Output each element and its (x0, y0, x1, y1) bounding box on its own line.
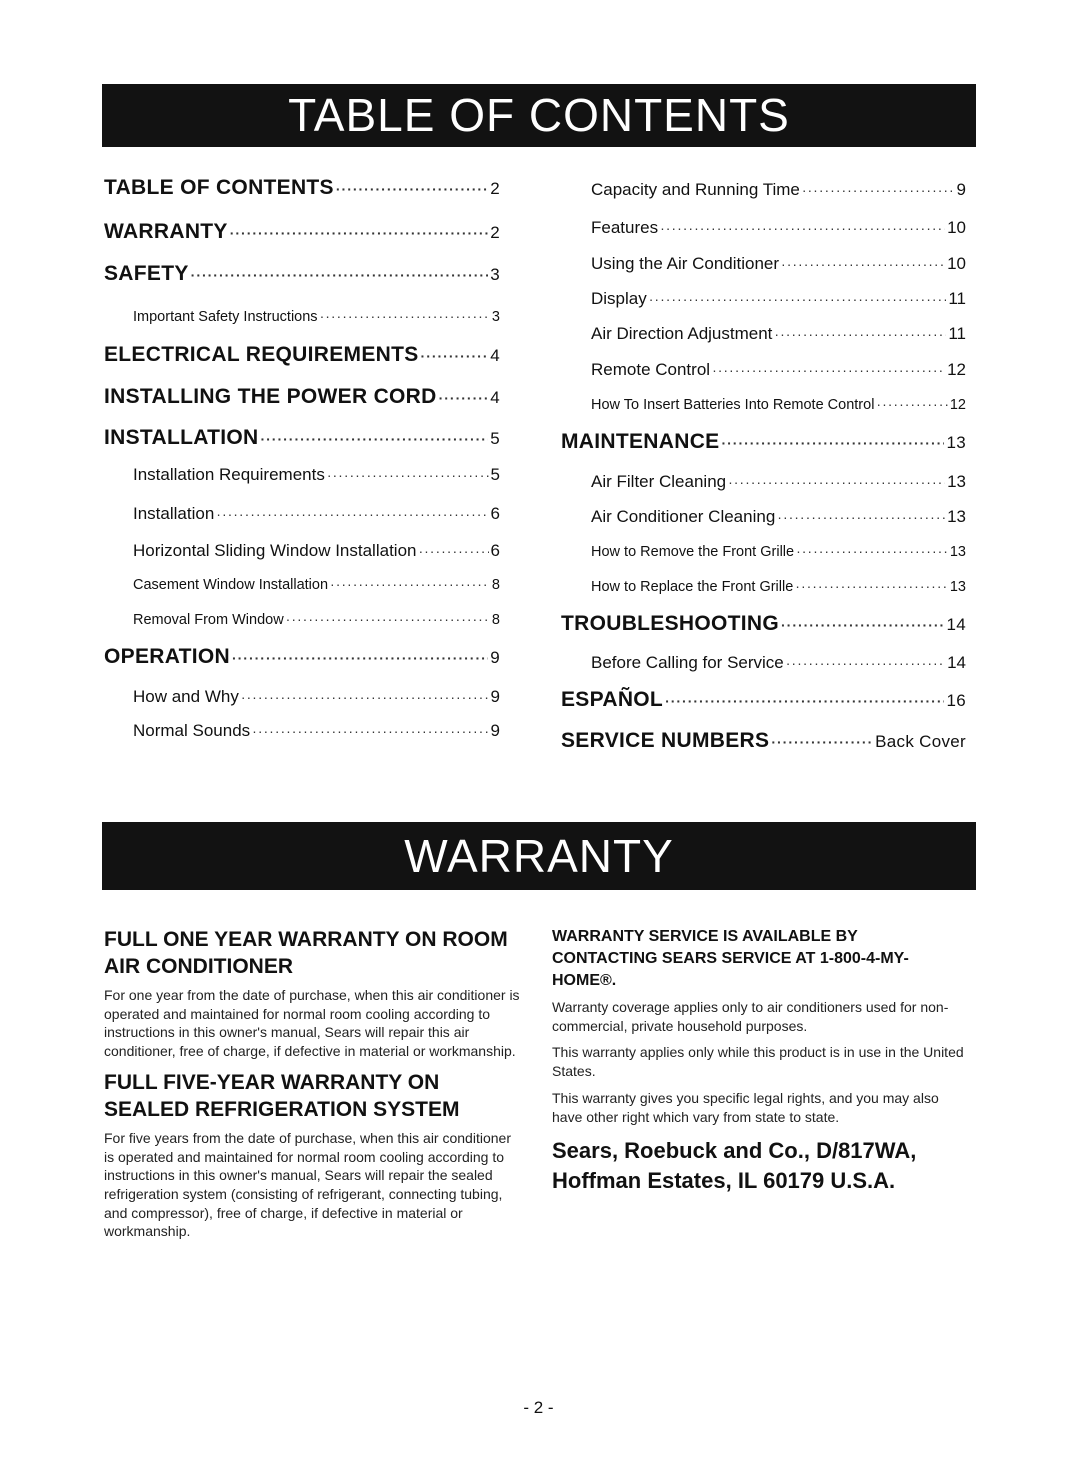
toc-entry[interactable] (104, 611, 500, 628)
toc-entry-page: 6 (490, 541, 500, 560)
toc-entry[interactable] (561, 472, 966, 492)
toc-entry-title: How To Insert Batteries Into Remote Control (591, 397, 875, 413)
toc-entry[interactable] (104, 687, 500, 707)
toc-entry-page: 12 (947, 360, 966, 379)
toc-entry-page: 2 (490, 179, 500, 198)
toc-entry-title: OPERATION (104, 645, 230, 668)
five-year-warranty-heading: FULL FIVE-YEAR WARRANTY ON SEALED REFRIGERATION SYSTEM (104, 1070, 460, 1121)
toc-entry-title: How and Why (133, 687, 239, 706)
toc-entry-title: How to Remove the Front Grille (591, 544, 795, 560)
one-year-warranty-heading: FULL ONE YEAR WARRANTY ON ROOM AIR CONDITIONER (104, 928, 508, 978)
warranty-coverage-text: Warranty coverage applies only to air conditioners used for non-commercial, private household purposes. (552, 999, 949, 1034)
toc-entry-title: How to Replace the Front Grille (591, 579, 794, 595)
toc-entry[interactable] (104, 504, 500, 524)
toc-entry[interactable] (561, 180, 966, 200)
toc-entry-title: Before Calling for Service (591, 653, 784, 672)
company-address: Sears, Roebuck and Co., D/817WA, Hoffman Estates, IL 60179 U.S.A. (552, 1138, 917, 1194)
toc-entry[interactable] (561, 430, 966, 454)
toc-entry[interactable] (561, 254, 966, 274)
toc-entry-title: SERVICE NUMBERS (561, 729, 770, 752)
toc-entry[interactable] (104, 426, 500, 450)
toc-entry-page: 9 (956, 180, 966, 199)
toc-entry-title: Removal From Window (133, 612, 284, 628)
toc-entry-page: 9 (490, 721, 500, 740)
toc-entry-page: 13 (947, 507, 966, 526)
toc-entry-page: 3 (491, 309, 500, 325)
toc-entry-page: 11 (948, 289, 966, 308)
toc-entry-title: MAINTENANCE (561, 430, 720, 453)
toc-entry-page: 8 (491, 577, 500, 593)
warranty-us-only-text: This warranty applies only while this product is in use in the United States. (552, 1044, 964, 1080)
toc-entry-page: 4 (490, 346, 500, 365)
toc-entry[interactable] (561, 688, 966, 712)
warranty-left-column (104, 926, 522, 1249)
toc-entry[interactable] (561, 612, 966, 636)
toc-entry-page: 10 (947, 254, 966, 273)
five-year-warranty-text: For five years from the date of purchase, when this air conditioner is operated and maintained for normal room cooling according to instructions in this owner's manual, Sears will repair the sealed refrigeration system (consisting of refrigerant, connecting tubing, and compressor), free of charge, if defective in material or workmanship. (104, 1129, 511, 1240)
toc-entry-page: 14 (946, 615, 966, 634)
toc-entry-page: 14 (947, 653, 966, 672)
toc-entry[interactable] (104, 576, 500, 593)
toc-entry-title: Horizontal Sliding Window Installation (133, 541, 417, 560)
toc-entry-page: 5 (490, 465, 500, 484)
toc-entry-title: INSTALLING THE POWER CORD (104, 385, 437, 408)
toc-entry[interactable] (561, 543, 966, 560)
warranty-right-column (552, 926, 964, 1196)
toc-entry[interactable] (561, 289, 966, 309)
toc-entry-page: 13 (949, 544, 966, 560)
one-year-warranty-text: For one year from the date of purchase, when this air conditioner is operated and maintained for normal room cooling according to instructions in this owner's manual, Sears will repair this air conditioner, free of charge, if defective in material or workmanship. (104, 987, 520, 1060)
toc-entry-title: Remote Control (591, 360, 711, 379)
toc-entry-title: Display (591, 289, 647, 308)
toc-entry-page: 2 (490, 223, 500, 242)
toc-entry[interactable] (104, 385, 500, 409)
toc-entry[interactable] (104, 308, 500, 325)
toc-entry[interactable] (104, 262, 500, 286)
toc-entry-page: 9 (490, 648, 500, 667)
toc-entry[interactable] (561, 729, 966, 753)
warranty-rights-text: This warranty gives you specific legal rights, and you may also have other right which vary from state to state. (552, 1089, 939, 1125)
toc-entry-title: INSTALLATION (104, 426, 259, 449)
warranty-banner: WARRANTY (102, 822, 976, 890)
toc-entry-page: 11 (948, 324, 966, 343)
toc-entry[interactable] (104, 343, 500, 367)
toc-entry-page: 4 (490, 388, 500, 407)
toc-entry-title: TABLE OF CONTENTS (104, 176, 334, 199)
toc-entry-title: Important Safety Instructions (133, 309, 318, 325)
toc-entry[interactable] (561, 396, 966, 413)
toc-banner: TABLE OF CONTENTS (102, 84, 976, 147)
toc-entry-page: 13 (947, 472, 966, 491)
toc-entry-page: 12 (949, 397, 966, 413)
toc-entry-page: 16 (946, 691, 966, 710)
toc-entry[interactable] (561, 507, 966, 527)
toc-entry-page: 3 (490, 265, 500, 284)
toc-entry[interactable] (104, 220, 500, 244)
warranty-service-heading: WARRANTY SERVICE IS AVAILABLE BY CONTACTING SEARS SERVICE AT 1-800-4-MY-HOME®. (552, 928, 909, 989)
toc-entry[interactable] (561, 578, 966, 595)
toc-entry-title: Using the Air Conditioner (591, 254, 780, 273)
toc-entry-title: WARRANTY (104, 220, 228, 243)
toc-entry-title: Air Direction Adjustment (591, 324, 773, 343)
toc-entry-page: 5 (490, 429, 500, 448)
toc-entry-page: Back Cover (875, 732, 966, 751)
toc-entry-title: Features (591, 218, 659, 237)
toc-entry[interactable] (104, 176, 500, 200)
toc-entry-page: 6 (490, 504, 500, 523)
toc-entry[interactable] (104, 645, 500, 669)
toc-entry-page: 10 (947, 218, 966, 237)
toc-entry[interactable] (561, 360, 966, 380)
toc-entry-title: Air Filter Cleaning (591, 472, 727, 491)
toc-entry[interactable] (561, 324, 966, 344)
toc-entry-page: 9 (490, 687, 500, 706)
toc-entry-page: 13 (949, 579, 966, 595)
toc-entry-title: Air Conditioner Cleaning (591, 507, 776, 526)
toc-entry[interactable] (104, 465, 500, 485)
toc-entry-title: TROUBLESHOOTING (561, 612, 779, 635)
toc-entry-title: Installation Requirements (133, 465, 325, 484)
toc-entry-title: Capacity and Running Time (591, 180, 800, 199)
toc-entry-title: ELECTRICAL REQUIREMENTS (104, 343, 419, 366)
toc-entry-title: Casement Window Installation (133, 577, 329, 593)
toc-entry-title: SAFETY (104, 262, 189, 285)
toc-entry[interactable] (104, 541, 500, 561)
toc-entry-title: Installation (133, 504, 215, 523)
toc-entry[interactable] (561, 218, 966, 238)
toc-entry[interactable] (104, 721, 500, 741)
toc-entry-page: 13 (946, 433, 966, 452)
toc-entry-title: Normal Sounds (133, 721, 251, 740)
toc-entry-page: 8 (491, 612, 500, 628)
toc-entry[interactable] (561, 653, 966, 673)
page-number: - 2 - (523, 1398, 554, 1417)
toc-entry-title: ESPAÑOL (561, 688, 664, 711)
